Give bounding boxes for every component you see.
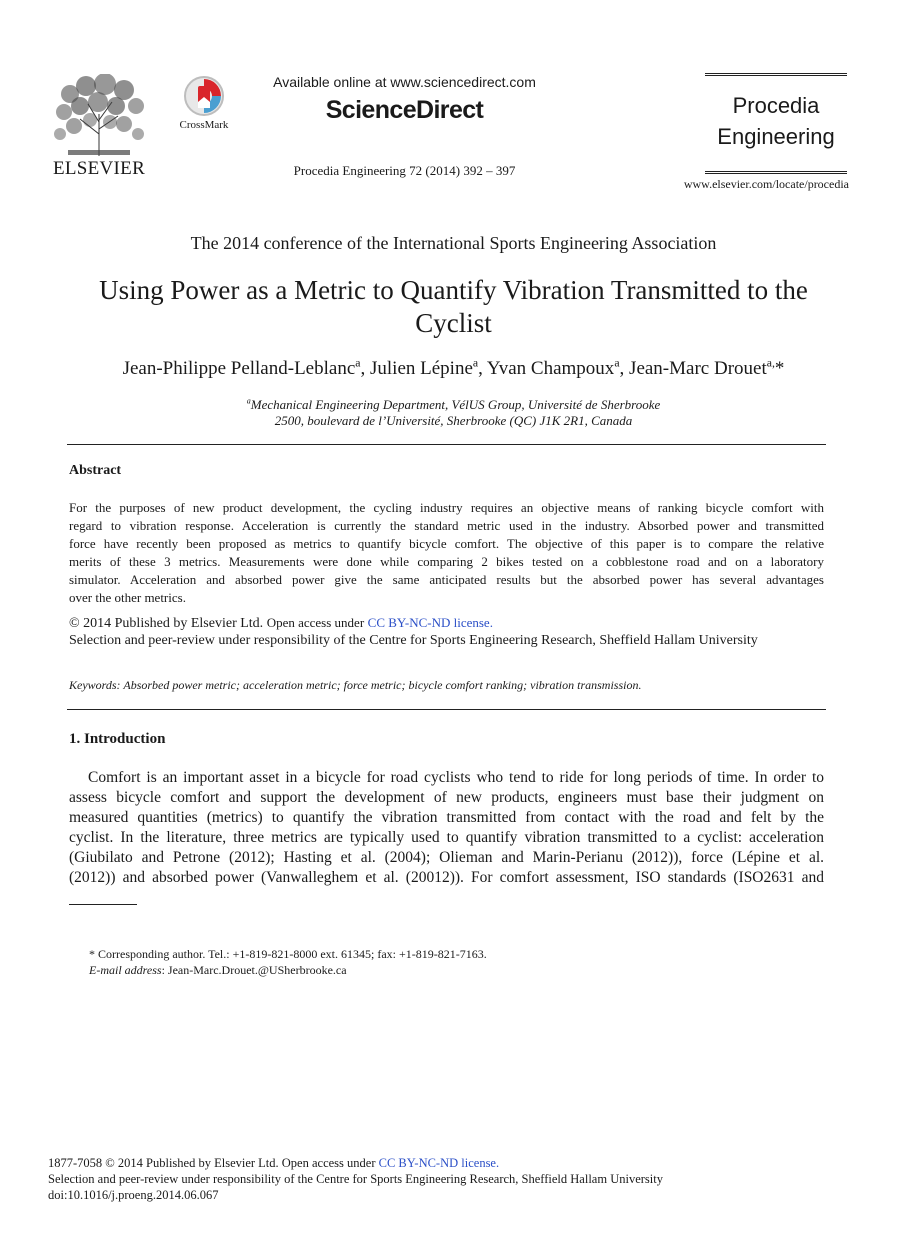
copyright-text: © 2014 Published by Elsevier Ltd. bbox=[69, 616, 264, 631]
paper-title-line1: Using Power as a Metric to Quantify Vibration Transmitted to the bbox=[99, 275, 808, 305]
available-online: Available online at www.sciencedirect.com bbox=[273, 74, 536, 90]
journal-title-line2: Engineering bbox=[717, 124, 835, 149]
abstract-line: regard to vibration response. Acceleration is currently the standard metric used in the industry. Absorbed power and transmitted bbox=[69, 518, 824, 533]
conference-name: The 2014 conference of the International Sports Engineering Association bbox=[190, 233, 717, 253]
email-footnote bbox=[89, 963, 347, 978]
intro-line: assess bicycle comfort and support the development of new products, engineers must base their judgment on bbox=[69, 789, 824, 806]
introduction-heading: 1. Introduction bbox=[69, 731, 166, 747]
introduction-body bbox=[69, 768, 824, 888]
keywords-label: Keywords: bbox=[69, 678, 121, 692]
abstract-heading: Abstract bbox=[69, 463, 122, 478]
affiliation-line1: $^a$Mechanical Engineering Department, VélUS Group, Université de Sherbrooke bbox=[246, 396, 661, 412]
keywords bbox=[69, 678, 641, 693]
keywords-list: Absorbed power metric; acceleration metric; force metric; bicycle comfort ranking; vibration transmission. bbox=[123, 678, 642, 692]
journal-title-line1: Procedia bbox=[732, 93, 820, 118]
peer-review-statement: Selection and peer-review under responsibility of the Centre for Sports Engineering Research, Sheffield Hallam University bbox=[69, 633, 758, 648]
footer-peer-review: Selection and peer-review under responsibility of the Centre for Sports Engineering Research, Sheffield Hallam University bbox=[48, 1172, 663, 1186]
crossmark-icon bbox=[172, 76, 236, 120]
journal-title-rule-bottom bbox=[705, 171, 847, 174]
intro-line: measured quantities (metrics) to quantify the vibration transmitted from contact with the road and felt by the bbox=[69, 809, 824, 826]
crossmark-label: CrossMark bbox=[179, 119, 229, 131]
journal-reference: Procedia Engineering 72 (2014) 392 – 397 bbox=[293, 163, 516, 178]
intro-line: cyclist. In the literature, three metrics are typically used to quantify vibration transmitted to a cyclist: acceleration bbox=[69, 829, 824, 846]
corresponding-mark: * bbox=[774, 358, 785, 379]
abstract-line: simulator. Acceleration and absorbed power give the same anticipated results but the absorbed power has several advantages bbox=[69, 572, 824, 587]
issn-text: 1877-7058 © 2014 Published by Elsevier Ltd. Open access under bbox=[48, 1156, 376, 1170]
crossmark-badge[interactable] bbox=[172, 76, 236, 134]
elsevier-tree-icon bbox=[50, 74, 148, 158]
intro-line: Comfort is an important asset in a bicycle for road cyclists who tend to ride for long periods of time. In order to bbox=[88, 769, 824, 786]
footer-issn-line bbox=[48, 1156, 499, 1171]
paper-title-line2: Cyclist bbox=[415, 308, 492, 338]
abstract-line: merits of these 3 metrics. Measurements were done while comparing 2 bikes tested on a cobblestone road and on a laboratory bbox=[69, 554, 824, 569]
author: Jean-Philippe Pelland-Leblanc$^a$, bbox=[122, 356, 370, 379]
footer-doi[interactable]: doi:10.1016/j.proeng.2014.06.067 bbox=[48, 1188, 219, 1202]
email-address[interactable]: : Jean-Marc.Drouet.@USherbrooke.ca bbox=[161, 963, 347, 977]
affiliation-line2: 2500, boulevard de l’Université, Sherbrooke (QC) J1K 2R1, Canada bbox=[274, 413, 633, 428]
author: Julien Lépine$^a$, bbox=[370, 356, 487, 379]
footnote-rule bbox=[69, 904, 137, 905]
abstract-line: over the other metrics. bbox=[69, 590, 186, 605]
author-list bbox=[30, 358, 877, 380]
open-access-text: Open access under bbox=[266, 615, 365, 630]
abstract-line: force have recently been proposed as metrics to quantify bicycle comfort. The objective of this paper is to compare the relative bbox=[69, 536, 824, 551]
intro-line: (Giubilato and Petrone (2012); Hasting et al. (2004); Olieman and Marin-Perianu (2012)), force (Lépine et al. bbox=[69, 849, 824, 866]
author: Jean-Marc Drouet$^{a,}$ bbox=[629, 356, 775, 379]
abstract-top-rule bbox=[67, 444, 826, 445]
copyright-line bbox=[69, 615, 493, 632]
abstract-line: For the purposes of new product development, the cycling industry requires an objective means of ranking bicycle comfort with bbox=[69, 500, 824, 515]
license-link[interactable]: CC BY-NC-ND license. bbox=[367, 615, 493, 630]
author: Yvan Champoux$^a$, bbox=[486, 356, 630, 379]
journal-title-rule-top bbox=[705, 73, 847, 76]
intro-line: (2012)) and absorbed power (Vanwalleghem et al. (20012)). For comfort assessment, ISO standards (ISO2631 and bbox=[69, 869, 824, 886]
sciencedirect-wordmark: ScienceDirect bbox=[325, 96, 484, 124]
footer-license-link[interactable]: CC BY-NC-ND license. bbox=[378, 1156, 500, 1170]
journal-url[interactable]: www.elsevier.com/locate/procedia bbox=[683, 177, 849, 191]
email-label: E-mail address bbox=[89, 963, 162, 977]
elsevier-logo bbox=[50, 74, 148, 178]
abstract-bottom-rule bbox=[67, 709, 826, 710]
corresponding-author-footnote: * Corresponding author. Tel.: +1-819-821-8000 ext. 61345; fax: +1-819-821-7163. bbox=[89, 947, 487, 961]
elsevier-wordmark: ELSEVIER bbox=[52, 158, 146, 179]
abstract-body bbox=[69, 499, 824, 607]
